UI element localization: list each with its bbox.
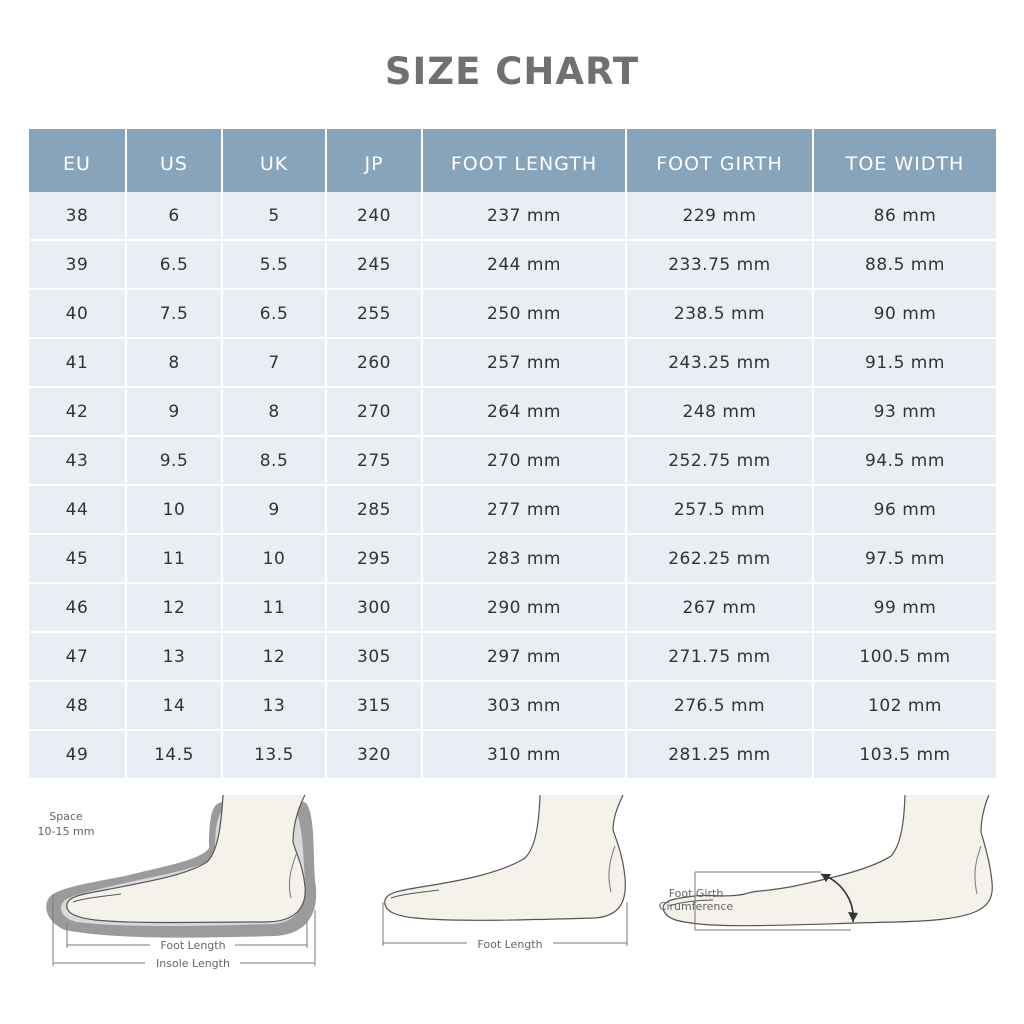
cell-eu: 43 — [29, 436, 126, 485]
cell-foot-length: 237 mm — [422, 192, 626, 240]
cell-foot-length: 283 mm — [422, 534, 626, 583]
cell-uk: 11 — [222, 583, 326, 632]
cell-eu: 39 — [29, 240, 126, 289]
cell-foot-girth: 233.75 mm — [626, 240, 813, 289]
table-row — [29, 192, 996, 240]
table-row — [29, 681, 996, 730]
cell-jp: 240 — [326, 192, 422, 240]
cell-eu: 41 — [29, 338, 126, 387]
cell-jp: 315 — [326, 681, 422, 730]
cell-foot-length: 303 mm — [422, 681, 626, 730]
col-header-us: US — [126, 129, 222, 192]
cell-foot-girth: 271.75 mm — [626, 632, 813, 681]
cell-eu: 48 — [29, 681, 126, 730]
cell-eu: 49 — [29, 730, 126, 778]
cell-us: 6 — [126, 192, 222, 240]
cell-uk: 8 — [222, 387, 326, 436]
cell-foot-length: 257 mm — [422, 338, 626, 387]
cell-us: 10 — [126, 485, 222, 534]
cell-toe-width: 93 mm — [813, 387, 996, 436]
cell-foot-girth: 248 mm — [626, 387, 813, 436]
cell-toe-width: 91.5 mm — [813, 338, 996, 387]
cell-foot-length: 290 mm — [422, 583, 626, 632]
cell-uk: 5.5 — [222, 240, 326, 289]
cell-foot-length: 270 mm — [422, 436, 626, 485]
cell-uk: 6.5 — [222, 289, 326, 338]
col-header-foot-girth: FOOT GIRTH — [626, 129, 813, 192]
cell-foot-girth: 229 mm — [626, 192, 813, 240]
col-header-foot-length: FOOT LENGTH — [422, 129, 626, 192]
foot-length-label: Foot Length — [160, 939, 226, 952]
table-row — [29, 338, 996, 387]
cell-uk: 10 — [222, 534, 326, 583]
table-row — [29, 289, 996, 338]
cell-eu: 47 — [29, 632, 126, 681]
page-title: SIZE CHART — [384, 50, 640, 93]
cell-us: 6.5 — [126, 240, 222, 289]
col-header-jp: JP — [326, 129, 422, 192]
table-row — [29, 583, 996, 632]
col-header-eu: EU — [29, 129, 126, 192]
space-label: Space — [49, 810, 83, 823]
cell-jp: 285 — [326, 485, 422, 534]
cell-eu: 45 — [29, 534, 126, 583]
cell-uk: 13 — [222, 681, 326, 730]
table-row — [29, 534, 996, 583]
foot-length-illustration — [375, 790, 635, 980]
cell-toe-width: 88.5 mm — [813, 240, 996, 289]
foot-shape — [67, 795, 305, 923]
cell-foot-girth: 267 mm — [626, 583, 813, 632]
cell-us: 9.5 — [126, 436, 222, 485]
cell-jp: 300 — [326, 583, 422, 632]
table-row — [29, 387, 996, 436]
cell-eu: 46 — [29, 583, 126, 632]
cell-foot-girth: 252.75 mm — [626, 436, 813, 485]
foot-shape — [385, 795, 626, 920]
cell-uk: 5 — [222, 192, 326, 240]
cell-foot-girth: 243.25 mm — [626, 338, 813, 387]
cell-foot-length: 250 mm — [422, 289, 626, 338]
cell-us: 8 — [126, 338, 222, 387]
cell-us: 9 — [126, 387, 222, 436]
cell-us: 12 — [126, 583, 222, 632]
cell-eu: 44 — [29, 485, 126, 534]
cell-foot-girth: 276.5 mm — [626, 681, 813, 730]
cell-foot-girth: 238.5 mm — [626, 289, 813, 338]
cell-toe-width: 100.5 mm — [813, 632, 996, 681]
cell-foot-length: 244 mm — [422, 240, 626, 289]
table-row — [29, 240, 996, 289]
table-row — [29, 436, 996, 485]
cell-toe-width: 90 mm — [813, 289, 996, 338]
cell-us: 14.5 — [126, 730, 222, 778]
col-header-uk: UK — [222, 129, 326, 192]
girth-label-line1: Foot Girth — [668, 887, 724, 900]
cell-uk: 8.5 — [222, 436, 326, 485]
table-row — [29, 485, 996, 534]
cell-uk: 12 — [222, 632, 326, 681]
cell-uk: 7 — [222, 338, 326, 387]
cell-toe-width: 103.5 mm — [813, 730, 996, 778]
size-table — [29, 129, 996, 778]
cell-toe-width: 96 mm — [813, 485, 996, 534]
col-header-toe-width: TOE WIDTH — [813, 129, 996, 192]
cell-uk: 9 — [222, 485, 326, 534]
cell-jp: 275 — [326, 436, 422, 485]
cell-toe-width: 97.5 mm — [813, 534, 996, 583]
cell-foot-girth: 262.25 mm — [626, 534, 813, 583]
cell-foot-length: 297 mm — [422, 632, 626, 681]
cell-us: 13 — [126, 632, 222, 681]
cell-jp: 245 — [326, 240, 422, 289]
insole-length-label: Insole Length — [156, 957, 230, 970]
space-value: 10-15 mm — [37, 825, 95, 838]
cell-eu: 40 — [29, 289, 126, 338]
table-header-row — [29, 129, 996, 192]
cell-us: 14 — [126, 681, 222, 730]
cell-jp: 320 — [326, 730, 422, 778]
insole-foot-illustration — [25, 790, 335, 980]
foot-length-label: Foot Length — [477, 938, 543, 951]
cell-toe-width: 102 mm — [813, 681, 996, 730]
cell-us: 7.5 — [126, 289, 222, 338]
cell-us: 11 — [126, 534, 222, 583]
cell-jp: 295 — [326, 534, 422, 583]
cell-foot-length: 277 mm — [422, 485, 626, 534]
cell-eu: 42 — [29, 387, 126, 436]
cell-eu: 38 — [29, 192, 126, 240]
foot-girth-illustration — [655, 790, 1000, 980]
cell-toe-width: 94.5 mm — [813, 436, 996, 485]
cell-foot-girth: 257.5 mm — [626, 485, 813, 534]
cell-jp: 305 — [326, 632, 422, 681]
cell-jp: 255 — [326, 289, 422, 338]
girth-label-line2: Cirumference — [658, 900, 734, 913]
cell-toe-width: 86 mm — [813, 192, 996, 240]
cell-foot-length: 264 mm — [422, 387, 626, 436]
table-row — [29, 730, 996, 778]
cell-jp: 260 — [326, 338, 422, 387]
cell-uk: 13.5 — [222, 730, 326, 778]
cell-foot-girth: 281.25 mm — [626, 730, 813, 778]
cell-foot-length: 310 mm — [422, 730, 626, 778]
table-row — [29, 632, 996, 681]
cell-toe-width: 99 mm — [813, 583, 996, 632]
cell-jp: 270 — [326, 387, 422, 436]
